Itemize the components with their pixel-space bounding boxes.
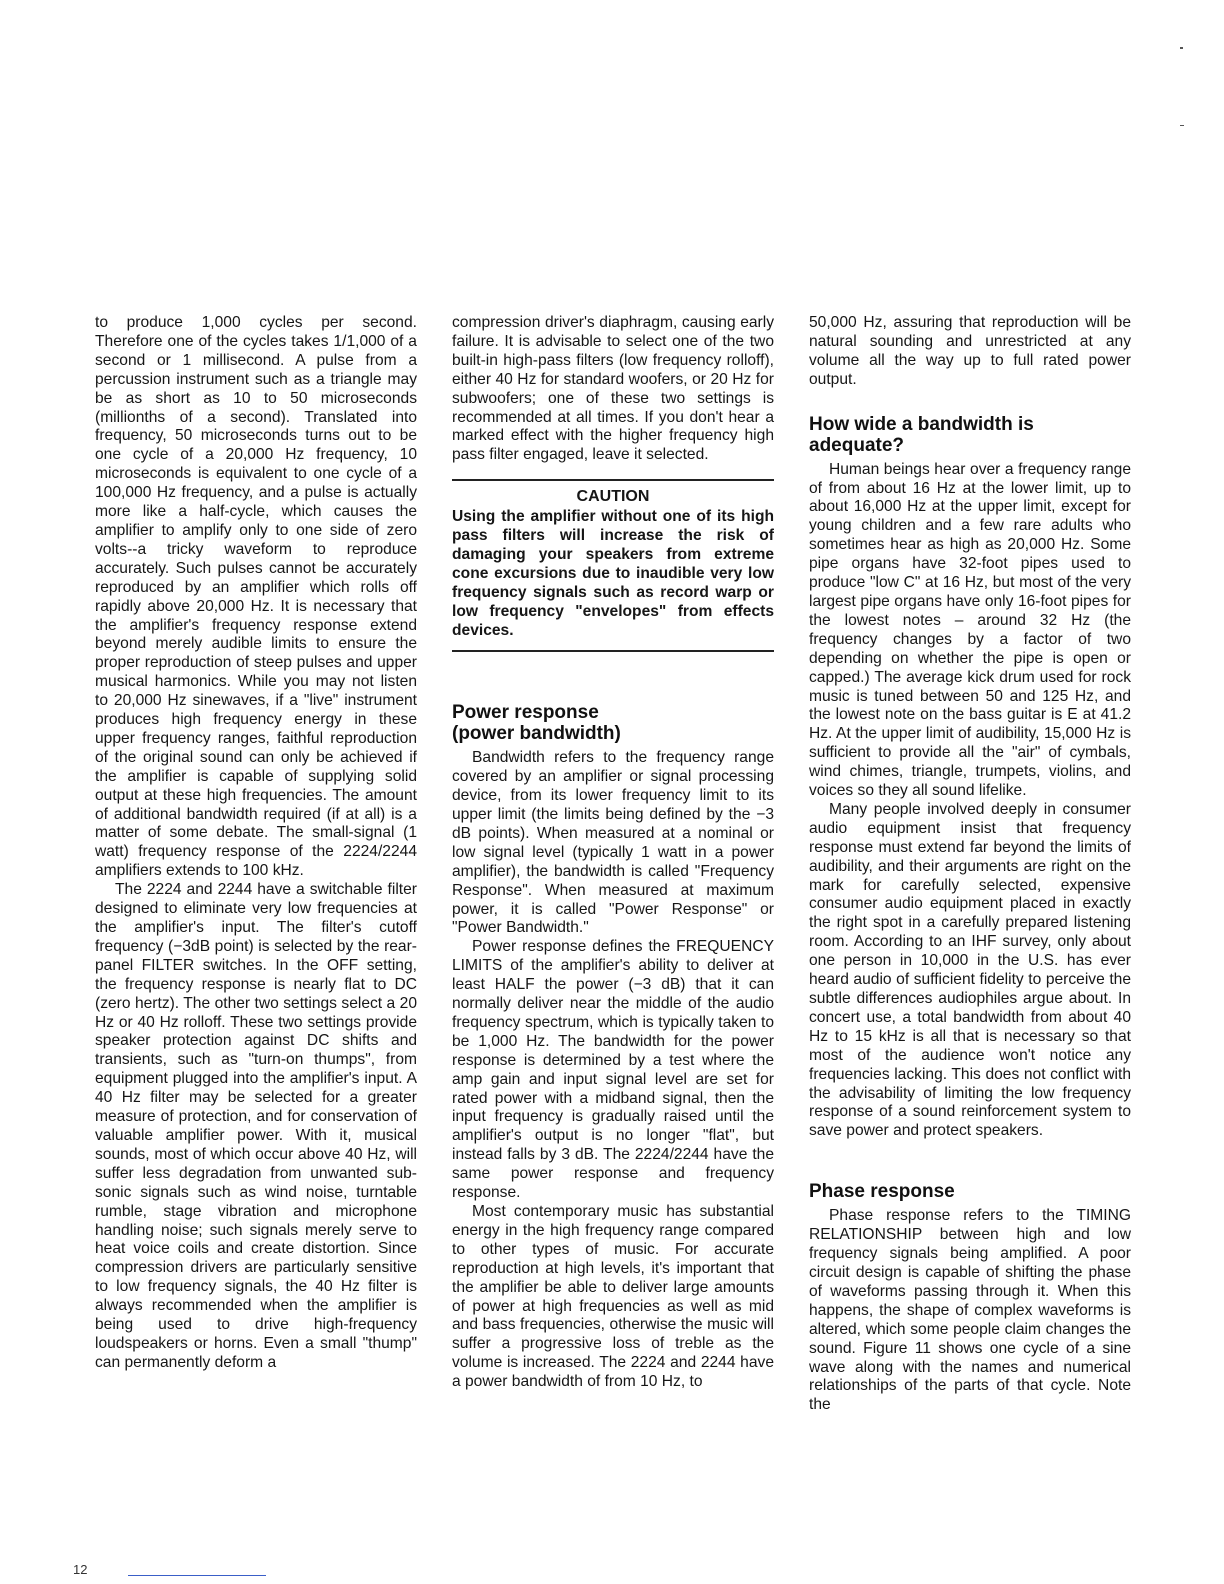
body-paragraph: The 2224 and 2244 have a switchable filter designed to eliminate very low frequencies at the amplifier's input. The filter's cutoff frequency (−3dB point) is selected by the rear-panel FILTER switches. In the OFF setting, the frequency response is nearly flat to DC (zero hertz). The other two settings select a 20 Hz or 40 Hz rolloff. These two settings provide speaker protection against DC shifts and transients, such as "turn-on thumps", from equipment plugged into the amplifier's input. A 40 Hz filter may be selected for a greater measure of protection, and for conservation of valuable amplifier power. With it, musical sounds, most of which occur above 40 Hz, will suffer less degradation from unwanted sub-sonic signals such as wind noise, turntable rumble, stage vibration and microphone handling noise; such signals merely serve to heat voice coils and create distortion. Since compression drivers are particularly sensitive to low frequency signals, the 40 Hz filter is always recommended when the amplifier is being used to drive high-frequency loudspeakers or horns. Even a small "thump" can permanently deform a — [95, 881, 417, 1371]
caution-text: Using the amplifier without one of its high pass filters will increase the risk of damaging your speakers from extreme cone excursions due to inaudible very low frequency signals such as record warp or low frequency "envelopes" from effects devices. — [452, 508, 774, 640]
scan-speck — [1180, 47, 1183, 49]
heading-line: Power response — [452, 702, 599, 724]
body-paragraph: compression driver's diaphragm, causing early failure. It is advisable to select one of the two built-in high-pass filters (low frequency rolloff), either 40 Hz for standard woofers, or 20 Hz for subwoofers; one of these two settings is recommended at all times. If you don't hear a marked effect with the higher frequency high pass filter engaged, leave it selected. — [452, 314, 774, 464]
column-3 — [809, 314, 1131, 1415]
page-number: 12 — [73, 1562, 88, 1577]
scan-speck — [1180, 125, 1184, 126]
caution-title: CAUTION — [576, 488, 650, 506]
body-paragraph: Bandwidth refers to the frequency range covered by an amplifier or signal processing device, from its lower frequency limit to its upper limit (the limits being defined by the −3 dB points). When measured at a nominal or low signal level (typically 1 watt in a power amplifier), the bandwidth is called "Frequency Response". When measured at maximum power, it is called "Power Response" or "Power Bandwidth." — [452, 749, 774, 937]
heading-line: adequate? — [809, 434, 905, 456]
footer-rule — [128, 1575, 266, 1576]
body-paragraph: to produce 1,000 cycles per second. Therefore one of the cycles takes 1/1,000 of a second or 1 millisecond. A pulse from a percussion instrument such as a triangle may be as short as 10 to 50 microseconds (millionths of a second). Translated into frequency, 50 microseconds turns out to be one cycle of a 20,000 Hz frequency, 10 microseconds is equivalent to one cycle of a 100,000 Hz frequency, and a pulse is actually more like a half-cycle, which causes the amplifier to amplify only to one side of zero volts--a tricky waveform to reproduce accurately. Such pulses cannot be accurately reproduced by an amplifier which rolls off rapidly above 20,000 Hz. It is necessary that the amplifier's frequency response extend beyond merely audible limits to ensure the proper reproduction of steep pulses and upper musical harmonics. While you may not listen to 20,000 Hz sinewaves, if a "live" instrument produces high frequency energy in these upper frequency ranges, faithful reproduction of the original sound can only be achieved if the amplifier is capable of supplying solid output at these high frequencies. The amount of additional bandwidth required (if at all) is a matter of some debate. The small-signal (1 watt) frequency response of the 2224/2244 amplifiers extends to 100 kHz. — [95, 314, 417, 880]
body-paragraph: Power response defines the FREQUENCY LIMITS of the amplifier's ability to deliver at least HALF the power (−3 dB) that it can normally deliver near the middle of the audio frequency spectrum, which is typically taken to be 1,000 Hz. The bandwidth for the power response is determined by a test where the amp gain and input signal level are set for rated power with a midband signal, then the input frequency is gradually raised until the amplifier's output is no longer "flat", but instead falls by 3 dB. The 2224/2244 have the same power response and frequency response. — [452, 938, 774, 1202]
body-paragraph: Phase response refers to the TIMING RELATIONSHIP between high and low frequency signals being amplified. A poor circuit design is capable of shifting the phase of waveforms passing through it. When this happens, the shape of complex waveforms is altered, which some people claim changes the sound. Figure 11 shows one cycle of a sine wave along with the names and numerical relationships of the parts of that cycle. Note the — [809, 1207, 1131, 1414]
body-paragraph: Many people involved deeply in consumer audio equipment insist that frequency response must extend far beyond the limits of audibility, and their arguments are right on the mark for carefully selected, expensive consumer audio equipment placed in exactly the right spot in a carefully prepared listening room. According to an IHF survey, only about one person in 10,000 in the U.S. has ever heard audio of sufficient fidelity to perceive the subtle differences audiophiles argue about. In concert use, a total bandwidth from about 40 Hz to 15 kHz is all that is necessary so that most of the audience won't notice any frequencies lacking. This does not conflict with the advisability of limiting the low frequency response of a sound reinforcement system to save power and protect speakers. — [809, 800, 1131, 1140]
caution-box — [452, 479, 774, 652]
section-heading-power-response — [452, 702, 774, 744]
column-1 — [95, 314, 417, 1373]
section-heading-bandwidth — [809, 414, 1131, 456]
body-paragraph: 50,000 Hz, assuring that reproduction will be natural sounding and unrestricted at any volume all the way up to full rated power output. — [809, 314, 1131, 388]
section-heading-phase-response: Phase response — [809, 1181, 955, 1203]
body-paragraph: Human beings hear over a frequency range of from about 16 Hz at the lower limit, up to about 16,000 Hz at the upper limit, except for young children and a few rare adults who sometimes hear as high as 20,000 Hz. Some pipe organs have 32-foot pipes used to produce "low C" at 16 Hz, but most of the very largest pipe organs have only 16-foot pipes for the lowest notes – around 32 Hz (the frequency changes by a factor of two depending on whether the pipe is open or capped.) The average kick drum used for rock music is tuned between 50 and 125 Hz, and the lowest note on the bass guitar is E at 41.2 Hz. At the upper limit of audibility, 15,000 Hz is sufficient to provide all the "air" of cymbals, wind chimes, triangle, trumpets, violins, and voices so they all sound lifelike. — [809, 460, 1131, 800]
column-2 — [452, 314, 774, 1392]
heading-line: (power bandwidth) — [452, 723, 621, 745]
body-paragraph: Most contemporary music has substantial energy in the high frequency range compared to other types of music. For accurate reproduction at high levels, it's important that the amplifier be able to deliver large amounts of power at high frequencies as well as mid and bass frequencies, otherwise the music will suffer a progressive loss of treble as the volume is increased. The 2224 and 2244 have a power bandwidth of from 10 Hz, to — [452, 1203, 774, 1391]
heading-line: How wide a bandwidth is — [809, 413, 1034, 435]
